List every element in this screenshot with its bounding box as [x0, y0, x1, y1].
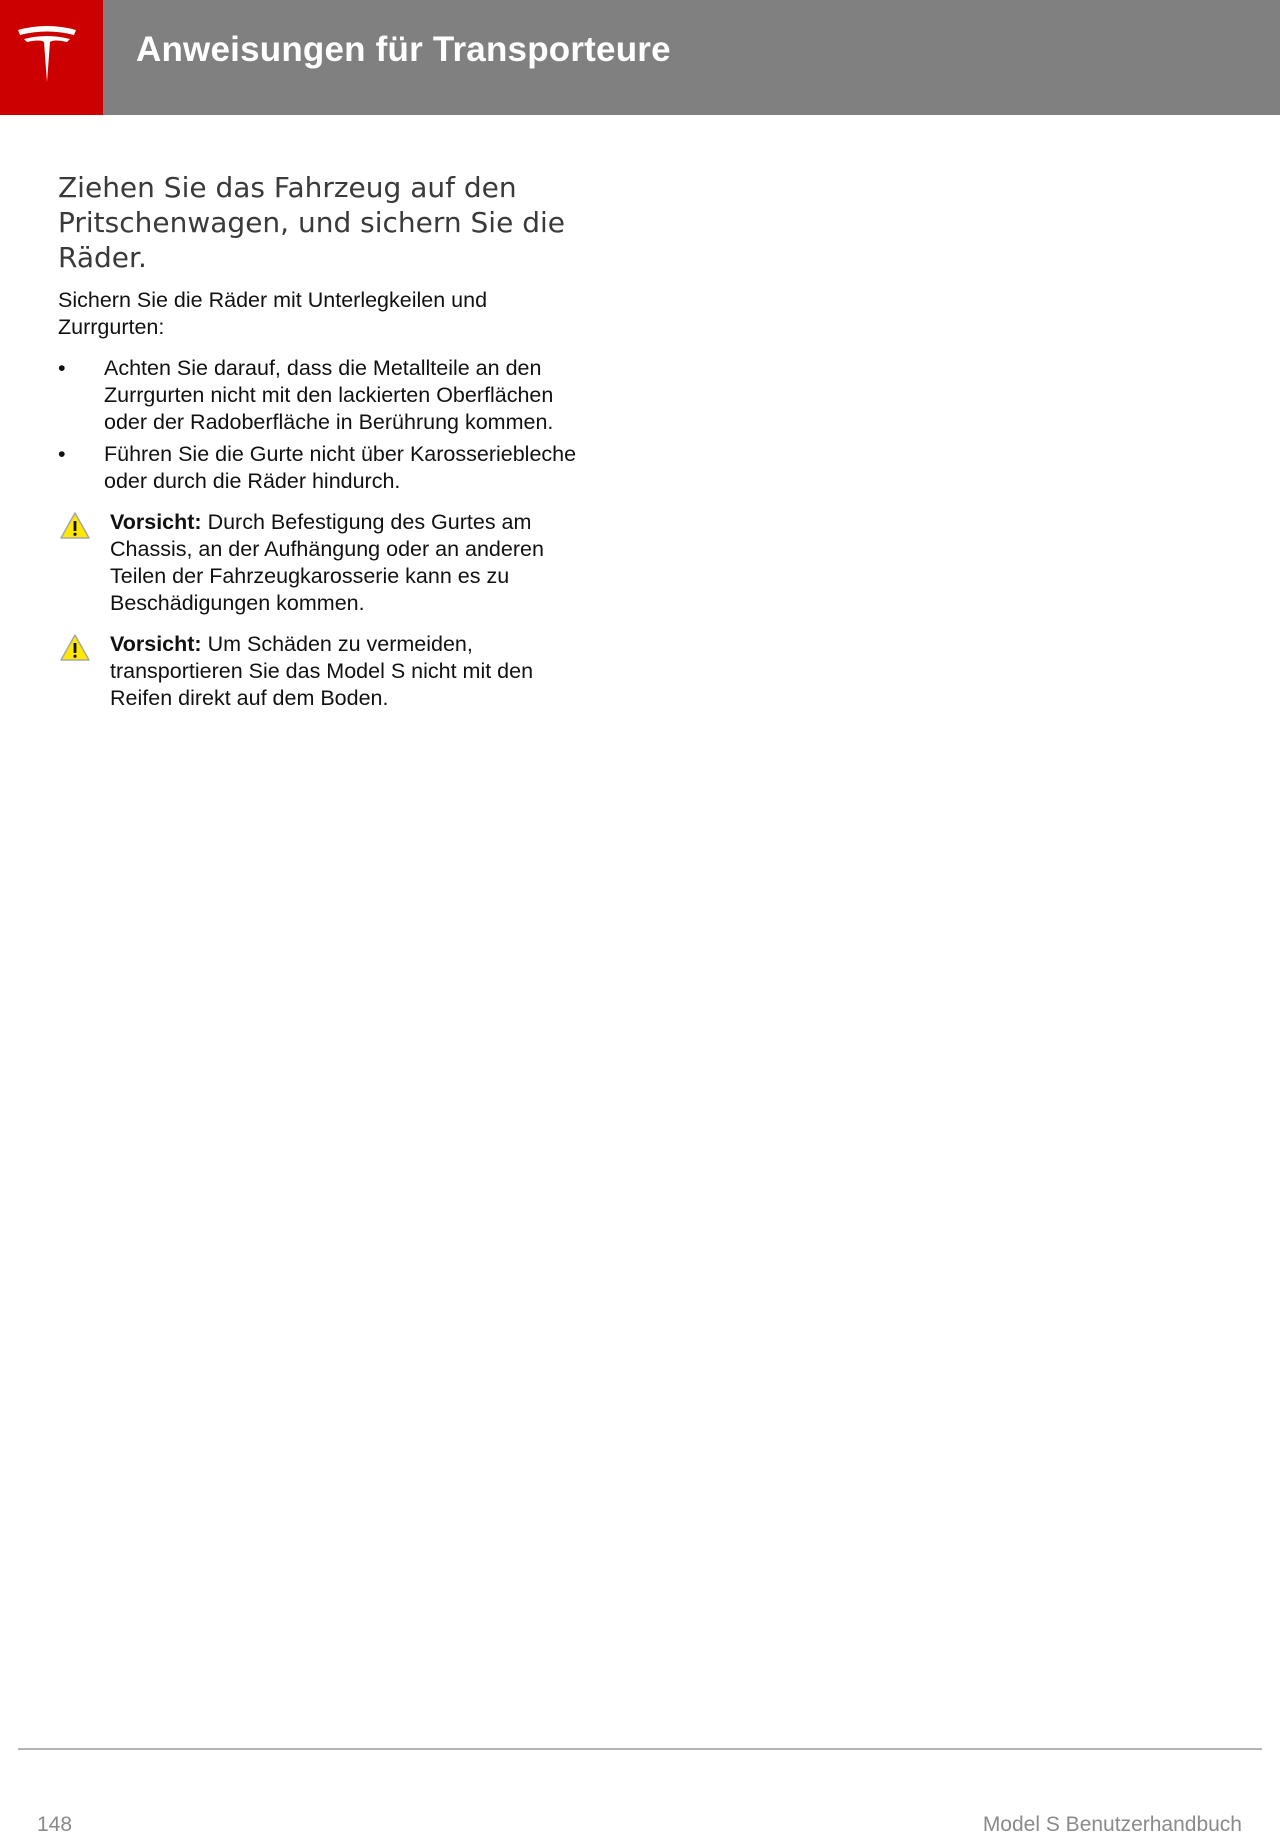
list-item-text: Achten Sie darauf, dass die Metallteile an den Zurrgurten nicht mit den lackierten Oberflächen oder der Radoberfläche in Berührung kommen. — [104, 356, 554, 434]
caution-label: Vorsicht: — [110, 632, 202, 656]
page-title: Anweisungen für Transporteure — [136, 30, 671, 69]
page-header — [0, 0, 1280, 115]
tesla-logo-icon — [14, 20, 80, 86]
main-content — [58, 170, 588, 726]
warning-icon — [59, 511, 91, 548]
manual-title: Model S Benutzerhandbuch — [982, 1813, 1242, 1836]
section-heading: Ziehen Sie das Fahrzeug auf den Pritschenwagen, und sichern Sie die Räder. — [58, 171, 565, 274]
list-item — [58, 355, 588, 436]
instruction-list — [58, 355, 588, 495]
page-number: 148 — [37, 1813, 73, 1836]
caution-text: Durch Befestigung des Gurtes am Chassis, an der Aufhängung oder an anderen Teilen der Fahrzeugkarosserie kann es zu Beschädigungen kommen. — [110, 510, 544, 615]
bullet-icon: • — [58, 356, 66, 380]
list-item — [58, 441, 588, 495]
list-item-text: Führen Sie die Gurte nicht über Karosseriebleche oder durch die Räder hindurch. — [104, 442, 577, 493]
intro-paragraph: Sichern Sie die Räder mit Unterlegkeilen und Zurrgurten: — [58, 288, 488, 339]
caution-note — [58, 509, 588, 617]
caution-label: Vorsicht: — [110, 510, 202, 534]
caution-note — [58, 631, 588, 712]
footer-divider — [18, 1748, 1262, 1750]
warning-icon — [59, 633, 91, 670]
brand-logo — [0, 0, 103, 115]
bullet-icon: • — [58, 442, 66, 466]
caution-text: Um Schäden zu vermeiden, transportieren Sie das Model S nicht mit den Reifen direkt auf dem Boden. — [110, 632, 534, 710]
